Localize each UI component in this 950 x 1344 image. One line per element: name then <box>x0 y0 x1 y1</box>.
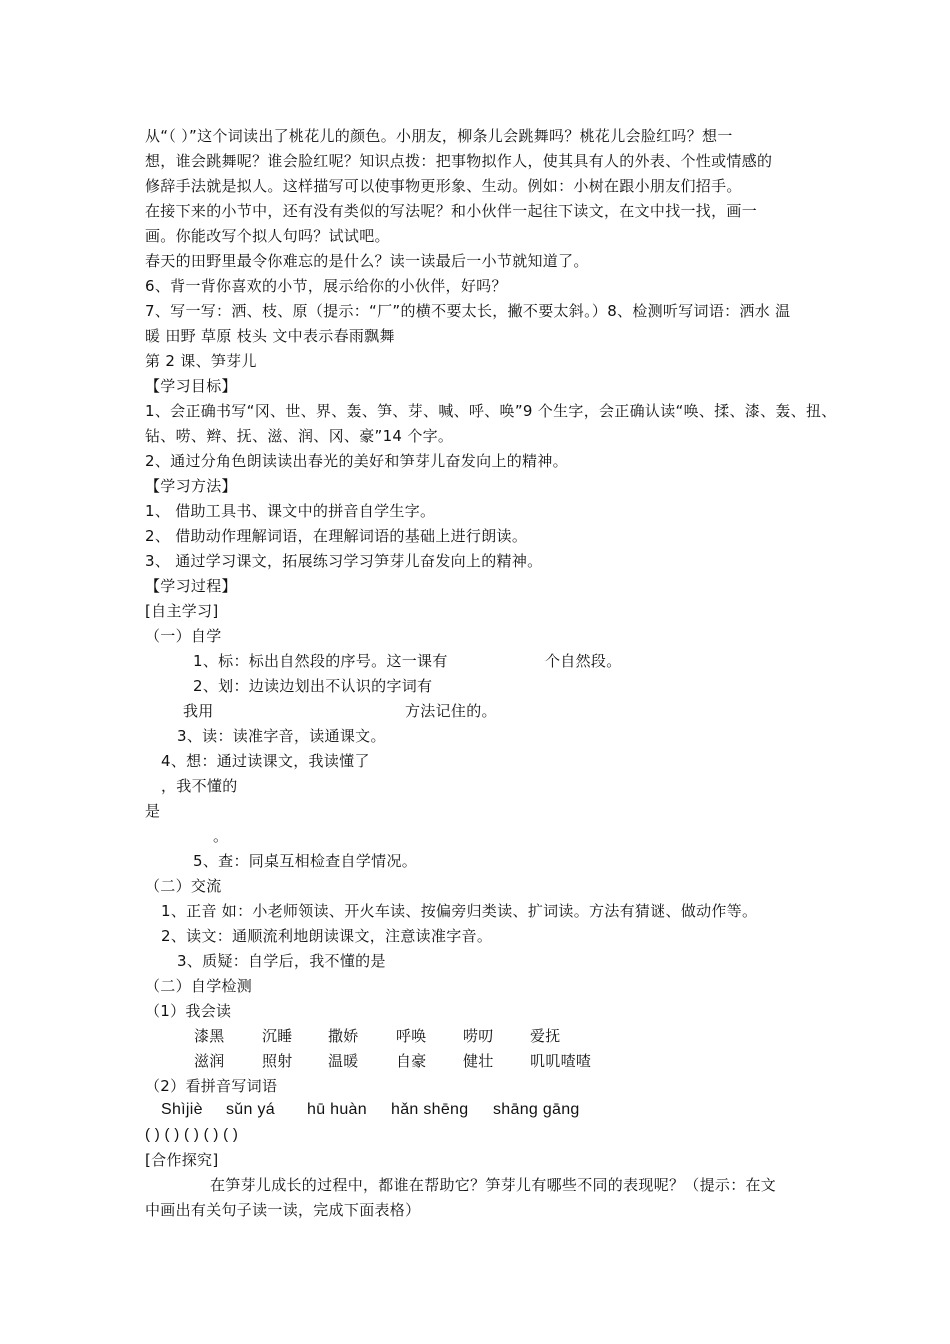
section-heading: 【学习方法】 <box>145 477 237 495</box>
text-line: 方法记住的。 <box>405 702 497 720</box>
text-line: 是 <box>145 802 161 820</box>
lesson-title: 第 2 课、笋芽儿 <box>145 352 257 370</box>
word-item: 照射 <box>262 1052 293 1070</box>
answer-blanks: ( ) ( ) ( ) ( ) ( ) <box>145 1126 239 1143</box>
text-line: 3、读：读准字音，读通课文。 <box>177 727 386 745</box>
word-item: 爱抚 <box>530 1027 561 1045</box>
pinyin-item: shāng gāng <box>493 1101 580 1118</box>
text-line: 中画出有关句子读一读，完成下面表格） <box>145 1201 421 1219</box>
pinyin-item: Shìjiè <box>161 1101 203 1118</box>
text-line: 修辞手法就是拟人。这样描写可以使事物更形象、生动。例如：小树在跟小朋友们招手。 <box>145 177 742 195</box>
section-heading: [自主学习] <box>145 602 219 620</box>
subsection-heading: （二）自学检测 <box>145 977 253 995</box>
word-item: 唠叨 <box>463 1027 494 1045</box>
text-line: 4、想：通过读课文，我读懂了 <box>161 752 370 770</box>
text-line: 6、背一背你喜欢的小节，展示给你的小伙伴，好吗？ <box>145 277 507 295</box>
text-line: 2、 借助动作理解词语，在理解词语的基础上进行朗读。 <box>145 527 528 545</box>
text-line: 3、质疑：自学后，我不懂的是 <box>177 952 386 970</box>
subsection-heading: （1）我会读 <box>145 1002 232 1020</box>
text-line: 暖 田野 草原 枝头 文中表示春雨飘舞 <box>145 327 395 345</box>
word-item: 沉睡 <box>262 1027 293 1045</box>
pinyin-item: sǔn yá <box>226 1101 275 1118</box>
word-item: 自豪 <box>396 1052 427 1070</box>
section-heading: [合作探究] <box>145 1151 219 1169</box>
text-line: 7、写一写：洒、枝、原（提示：“厂”的横不要太长，撇不要太斜。）8、检测听写词语：洒水 温 <box>145 302 791 320</box>
text-line: 2、通过分角色朗读读出春光的美好和笋芽儿奋发向上的精神。 <box>145 452 568 470</box>
text-line: 2、读文：通顺流利地朗读课文，注意读准字音。 <box>161 927 493 945</box>
word-item: 温暖 <box>328 1052 359 1070</box>
text-line: 在笋芽儿成长的过程中，都谁在帮助它？笋芽儿有哪些不同的表现呢？（提示：在文 <box>210 1176 777 1194</box>
pinyin-item: hū huàn <box>307 1101 367 1118</box>
text-line: 画。你能改写个拟人句吗？试试吧。 <box>145 227 390 245</box>
word-item: 撒娇 <box>328 1027 359 1045</box>
text-line: 1、会正确书写“冈、世、界、轰、笋、芽、喊、呼、唤”9 个生字，会正确认读“唤、揉、漆、轰、扭、 <box>145 402 837 420</box>
word-item: 健壮 <box>463 1052 494 1070</box>
text-line: 我用 <box>183 702 214 720</box>
text-line: 1、 借助工具书、课文中的拼音自学生字。 <box>145 502 436 520</box>
text-line: 想，谁会跳舞呢？谁会脸红呢？知识点拨：把事物拟作人，使其具有人的外表、个性或情感的 <box>145 152 773 170</box>
text-line: 1、正音 如：小老师领读、开火车读、按偏旁归类读、扩词读。方法有猜谜、做动作等。 <box>161 902 758 920</box>
word-item: 漆黑 <box>194 1027 225 1045</box>
text-line: 春天的田野里最令你难忘的是什么？读一读最后一小节就知道了。 <box>145 252 589 270</box>
subsection-heading: （二）交流 <box>145 877 222 895</box>
text-line: 从“（ ）”这个词读出了桃花儿的颜色。小朋友，柳条儿会跳舞吗？桃花儿会脸红吗？想一 <box>145 127 733 145</box>
text-line: 。 <box>213 827 229 845</box>
text-line: 2、划：边读边划出不认识的字词有 <box>193 677 433 695</box>
subsection-heading: （2）看拼音写词语 <box>145 1077 278 1095</box>
word-item: 叽叽喳喳 <box>530 1052 592 1070</box>
text-line: 个自然段。 <box>545 652 622 670</box>
word-item: 呼唤 <box>396 1027 427 1045</box>
section-heading: 【学习目标】 <box>145 377 237 395</box>
text-line: 3、 通过学习课文，拓展练习学习笋芽儿奋发向上的精神。 <box>145 552 543 570</box>
text-line: ，我不懂的 <box>161 777 238 795</box>
pinyin-item: hǎn shēng <box>391 1101 469 1118</box>
text-line: 在接下来的小节中，还有没有类似的写法呢？和小伙伴一起往下读文，在文中找一找，画一 <box>145 202 758 220</box>
section-heading: 【学习过程】 <box>145 577 237 595</box>
text-line: 1、标：标出自然段的序号。这一课有 <box>193 652 448 670</box>
word-item: 滋润 <box>194 1052 225 1070</box>
text-line: 钻、唠、辫、抚、滋、润、冈、豪”14 个字。 <box>145 427 454 445</box>
text-line: 5、查：同桌互相检查自学情况。 <box>193 852 418 870</box>
subsection-heading: （一）自学 <box>145 627 222 645</box>
